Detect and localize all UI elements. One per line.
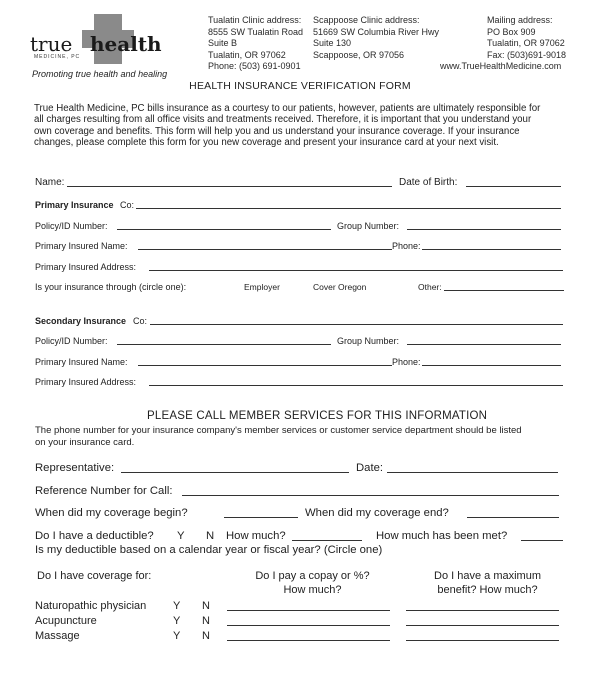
primary-insured-address-field[interactable]	[149, 270, 563, 271]
primary-co-label: Co:	[120, 200, 135, 210]
coverage-no[interactable]: N	[202, 630, 210, 642]
logo	[30, 14, 180, 64]
member-services-note: The phone number for your insurance company's member services or customer service department should be listed on your insurance card.	[35, 425, 522, 448]
coverage-begin-field[interactable]	[224, 517, 298, 518]
coverage-row-naturopathic	[0, 597, 600, 612]
secondary-policy-row	[0, 332, 600, 346]
secondary-insured-address-field[interactable]	[149, 385, 563, 386]
deductible-yes[interactable]: Y	[177, 530, 185, 542]
secondary-heading: Secondary Insurance	[35, 316, 127, 326]
primary-group-field[interactable]	[407, 229, 561, 230]
primary-address-row	[0, 258, 600, 272]
primary-insured-name-field[interactable]	[138, 249, 392, 250]
secondary-policy-field[interactable]	[117, 344, 331, 345]
primary-through-row	[0, 278, 600, 292]
coverage-no[interactable]: N	[202, 600, 210, 612]
max-benefit-field[interactable]	[406, 640, 559, 641]
coverage-col3-header: Do I have a maximum benefit? How much?	[434, 570, 541, 596]
dob-label: Date of Birth:	[399, 177, 458, 188]
mailing-address: Mailing address: PO Box 909 Tualatin, OR 97062 Fax: (503)691-9018 www.TrueHealthMedicine.com	[440, 15, 567, 71]
option-other[interactable]: Other:	[418, 282, 442, 292]
reference-row	[0, 481, 600, 497]
secondary-co-row	[0, 312, 600, 326]
copay-field[interactable]	[227, 610, 390, 611]
representative-row	[0, 458, 600, 474]
secondary-insured-address-label: Primary Insured Address:	[35, 377, 137, 387]
secondary-group-label: Group Number:	[337, 336, 400, 346]
reference-field[interactable]	[182, 495, 559, 496]
name-label: Name:	[35, 177, 65, 188]
tagline: Promoting true health and healing	[32, 69, 168, 79]
primary-policy-row	[0, 217, 600, 231]
member-services-heading: PLEASE CALL MEMBER SERVICES FOR THIS INFORMATION	[147, 410, 488, 422]
secondary-group-field[interactable]	[407, 344, 561, 345]
logo-word-true: true	[30, 32, 73, 56]
secondary-co-label: Co:	[133, 316, 148, 326]
primary-policy-label: Policy/ID Number:	[35, 221, 108, 231]
copay-field[interactable]	[227, 640, 390, 641]
max-benefit-field[interactable]	[406, 625, 559, 626]
secondary-address-row	[0, 373, 600, 387]
primary-co-row	[0, 196, 600, 210]
primary-co-field[interactable]	[136, 208, 561, 209]
representative-label: Representative:	[35, 462, 115, 474]
call-date-field[interactable]	[387, 472, 558, 473]
form-title: HEALTH INSURANCE VERIFICATION FORM	[189, 80, 411, 92]
primary-heading: Primary Insurance	[35, 200, 114, 210]
other-field[interactable]	[444, 290, 564, 291]
coverage-dates-row	[0, 503, 600, 519]
logo-subtitle: MEDICINE, PC	[34, 54, 81, 60]
tualatin-address: Tualatin Clinic address: 8555 SW Tualatin Road Suite B Tualatin, OR 97062 Phone: (503) 691-0901	[208, 15, 304, 71]
primary-phone-field[interactable]	[422, 249, 561, 250]
coverage-label: Naturopathic physician	[35, 600, 147, 612]
coverage-yes[interactable]: Y	[173, 600, 181, 612]
primary-insured-address-label: Primary Insured Address:	[35, 262, 137, 272]
how-much-label: How much?	[226, 530, 286, 542]
reference-label: Reference Number for Call:	[35, 485, 173, 497]
secondary-insured-name-label: Primary Insured Name:	[35, 357, 128, 367]
name-row	[0, 174, 600, 188]
primary-insured-row	[0, 237, 600, 251]
primary-through-label: Is your insurance through (circle one):	[35, 282, 187, 292]
coverage-col1-header: Do I have coverage for:	[37, 570, 152, 582]
option-cover-oregon[interactable]: Cover Oregon	[313, 282, 367, 292]
call-date-label: Date:	[356, 462, 384, 474]
secondary-policy-label: Policy/ID Number:	[35, 336, 108, 346]
coverage-begin-label: When did my coverage begin?	[35, 507, 188, 519]
primary-group-label: Group Number:	[337, 221, 400, 231]
deductible-label: Do I have a deductible?	[35, 530, 154, 542]
representative-field[interactable]	[121, 472, 349, 473]
coverage-end-label: When did my coverage end?	[305, 507, 449, 519]
coverage-end-field[interactable]	[467, 517, 559, 518]
coverage-no[interactable]: N	[202, 615, 210, 627]
coverage-col2-header: Do I pay a copay or %? How much?	[255, 570, 370, 596]
deductible-basis-label: Is my deductible based on a calendar year or fiscal year? (Circle one)	[35, 544, 383, 556]
max-benefit-field[interactable]	[406, 610, 559, 611]
dob-field[interactable]	[466, 186, 561, 187]
copay-field[interactable]	[227, 625, 390, 626]
coverage-label: Massage	[35, 630, 80, 642]
scappoose-address: Scappoose Clinic address: 51669 SW Columbia River Hwy Suite 130 Scappoose, OR 97056	[313, 15, 440, 60]
primary-policy-field[interactable]	[117, 229, 331, 230]
met-label: How much has been met?	[376, 530, 508, 542]
deductible-no[interactable]: N	[206, 530, 215, 542]
name-field[interactable]	[67, 186, 392, 187]
coverage-yes[interactable]: Y	[173, 615, 181, 627]
secondary-insured-row	[0, 353, 600, 367]
coverage-yes[interactable]: Y	[173, 630, 181, 642]
secondary-phone-label: Phone:	[392, 357, 421, 367]
intro-paragraph: True Health Medicine, PC bills insurance as a courtesy to our patients, however, patients are ultimately responsible for all charges resulting from all office visits and treatments received. Therefore, it is important that you understand your own coverage and benefits. This form will help you and us understand your insurance coverage. If your insurance changes, please complete this form for you new coverage and present your insurance card at your next visit.	[34, 103, 541, 148]
secondary-insured-name-field[interactable]	[138, 365, 392, 366]
option-employer[interactable]: Employer	[244, 282, 280, 292]
coverage-row-massage	[0, 627, 600, 642]
primary-insured-name-label: Primary Insured Name:	[35, 241, 128, 251]
secondary-co-field[interactable]	[150, 324, 563, 325]
coverage-label: Acupuncture	[35, 615, 97, 627]
secondary-phone-field[interactable]	[422, 365, 561, 366]
deductible-basis-row	[0, 540, 600, 556]
coverage-row-acupuncture	[0, 612, 600, 627]
logo-word-health: health	[90, 32, 162, 56]
primary-phone-label: Phone:	[392, 241, 421, 251]
